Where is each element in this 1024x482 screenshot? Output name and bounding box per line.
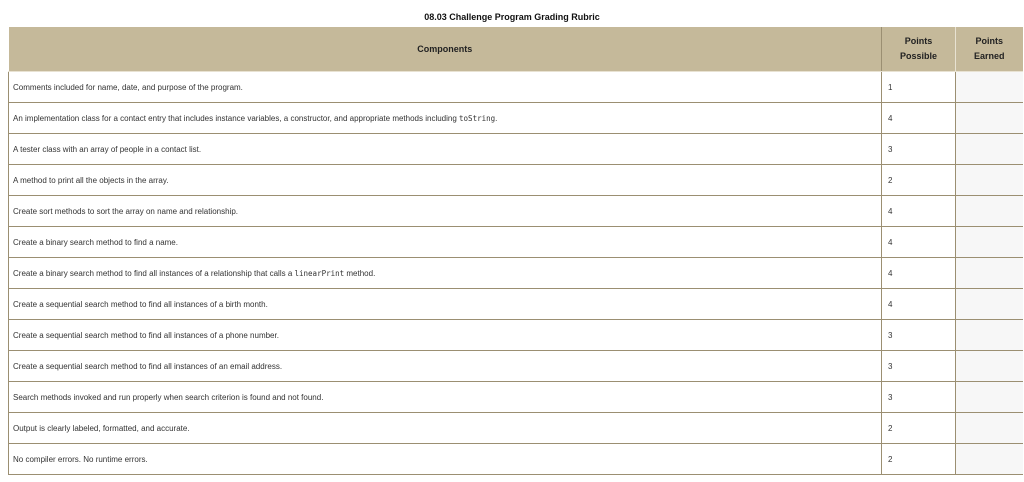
- points-possible-header-line2: Possible: [899, 51, 937, 61]
- component-text: Comments included for name, date, and purpose of the program.: [13, 82, 243, 92]
- component-cell: [9, 103, 882, 134]
- rubric-row: [9, 289, 1023, 320]
- points-possible-cell: 3: [882, 382, 956, 413]
- rubric-row: [9, 165, 1023, 196]
- rubric-row: [9, 103, 1023, 134]
- component-cell: [9, 258, 882, 289]
- points-possible-cell: 4: [882, 196, 956, 227]
- points-earned-header-line1: Points: [975, 36, 1003, 46]
- component-text: Create a sequential search method to find all instances of an email address.: [13, 361, 283, 371]
- rubric-row: [9, 444, 1023, 475]
- component-text: Create a binary search method to find a name.: [13, 237, 178, 247]
- header-row: [9, 27, 1023, 72]
- component-cell: [9, 413, 882, 444]
- points-possible-cell: 4: [882, 103, 956, 134]
- component-text: Create a binary search method to find all instances of a relationship that calls a: [13, 268, 295, 278]
- rubric-row: [9, 258, 1023, 289]
- component-cell: [9, 320, 882, 351]
- component-cell: [9, 134, 882, 165]
- points-possible-cell: 3: [882, 134, 956, 165]
- points-possible-cell: 2: [882, 444, 956, 475]
- points-earned-cell[interactable]: [956, 72, 1023, 103]
- points-possible-cell: 4: [882, 289, 956, 320]
- component-text: A tester class with an array of people in a contact list.: [13, 144, 202, 154]
- component-text: Search methods invoked and run properly when search criterion is found and not found.: [13, 392, 324, 402]
- points-earned-header: [956, 27, 1023, 72]
- component-cell: [9, 165, 882, 196]
- component-text: No compiler errors. No runtime errors.: [13, 454, 148, 464]
- component-cell: [9, 444, 882, 475]
- rubric-row: [9, 227, 1023, 258]
- component-text: Create sort methods to sort the array on name and relationship.: [13, 206, 239, 216]
- component-text-suffix: method.: [344, 268, 376, 278]
- component-cell: [9, 196, 882, 227]
- rubric-row: [9, 196, 1023, 227]
- components-header: [9, 27, 882, 72]
- points-earned-cell[interactable]: [956, 258, 1023, 289]
- component-cell: [9, 72, 882, 103]
- component-cell: [9, 227, 882, 258]
- points-possible-header-line1: Points: [904, 36, 933, 46]
- points-possible-cell: 3: [882, 320, 956, 351]
- component-cell: [9, 382, 882, 413]
- points-possible-cell: 3: [882, 351, 956, 382]
- rubric-row: [9, 413, 1023, 444]
- rubric-title: 08.03 Challenge Program Grading Rubric: [424, 12, 600, 22]
- component-code: linearPrint: [294, 268, 345, 278]
- rubric-table: [8, 27, 1023, 475]
- component-code: toString: [459, 113, 496, 123]
- points-earned-header-line2: Earned: [973, 51, 1005, 61]
- points-possible-header: [882, 27, 956, 72]
- component-cell: [9, 351, 882, 382]
- rubric-row: [9, 382, 1023, 413]
- points-earned-cell[interactable]: [956, 320, 1023, 351]
- points-earned-cell[interactable]: [956, 413, 1023, 444]
- points-possible-cell: 4: [882, 227, 956, 258]
- rubric-row: [9, 134, 1023, 165]
- points-possible-cell: 1: [882, 72, 956, 103]
- points-possible-cell: 4: [882, 258, 956, 289]
- component-text: Create a sequential search method to find all instances of a birth month.: [13, 299, 268, 309]
- points-earned-cell[interactable]: [956, 444, 1023, 475]
- points-earned-cell[interactable]: [956, 196, 1023, 227]
- points-earned-cell[interactable]: [956, 351, 1023, 382]
- points-earned-cell[interactable]: [956, 134, 1023, 165]
- component-cell: [9, 289, 882, 320]
- points-possible-cell: 2: [882, 413, 956, 444]
- rubric-row: [9, 351, 1023, 382]
- component-text-suffix: .: [495, 113, 498, 123]
- points-earned-cell[interactable]: [956, 382, 1023, 413]
- points-earned-cell[interactable]: [956, 165, 1023, 196]
- rubric-row: [9, 72, 1023, 103]
- components-header-label: Components: [417, 43, 473, 54]
- component-text: A method to print all the objects in the array.: [13, 175, 169, 185]
- points-earned-cell[interactable]: [956, 103, 1023, 134]
- points-earned-cell[interactable]: [956, 289, 1023, 320]
- points-possible-cell: 2: [882, 165, 956, 196]
- rubric-row: [9, 320, 1023, 351]
- component-text: An implementation class for a contact entry that includes instance variables, a constructor, and appropriate methods including: [13, 113, 460, 123]
- component-text: Create a sequential search method to find all instances of a phone number.: [13, 330, 279, 340]
- component-text: Output is clearly labeled, formatted, and accurate.: [13, 423, 190, 433]
- points-earned-cell[interactable]: [956, 227, 1023, 258]
